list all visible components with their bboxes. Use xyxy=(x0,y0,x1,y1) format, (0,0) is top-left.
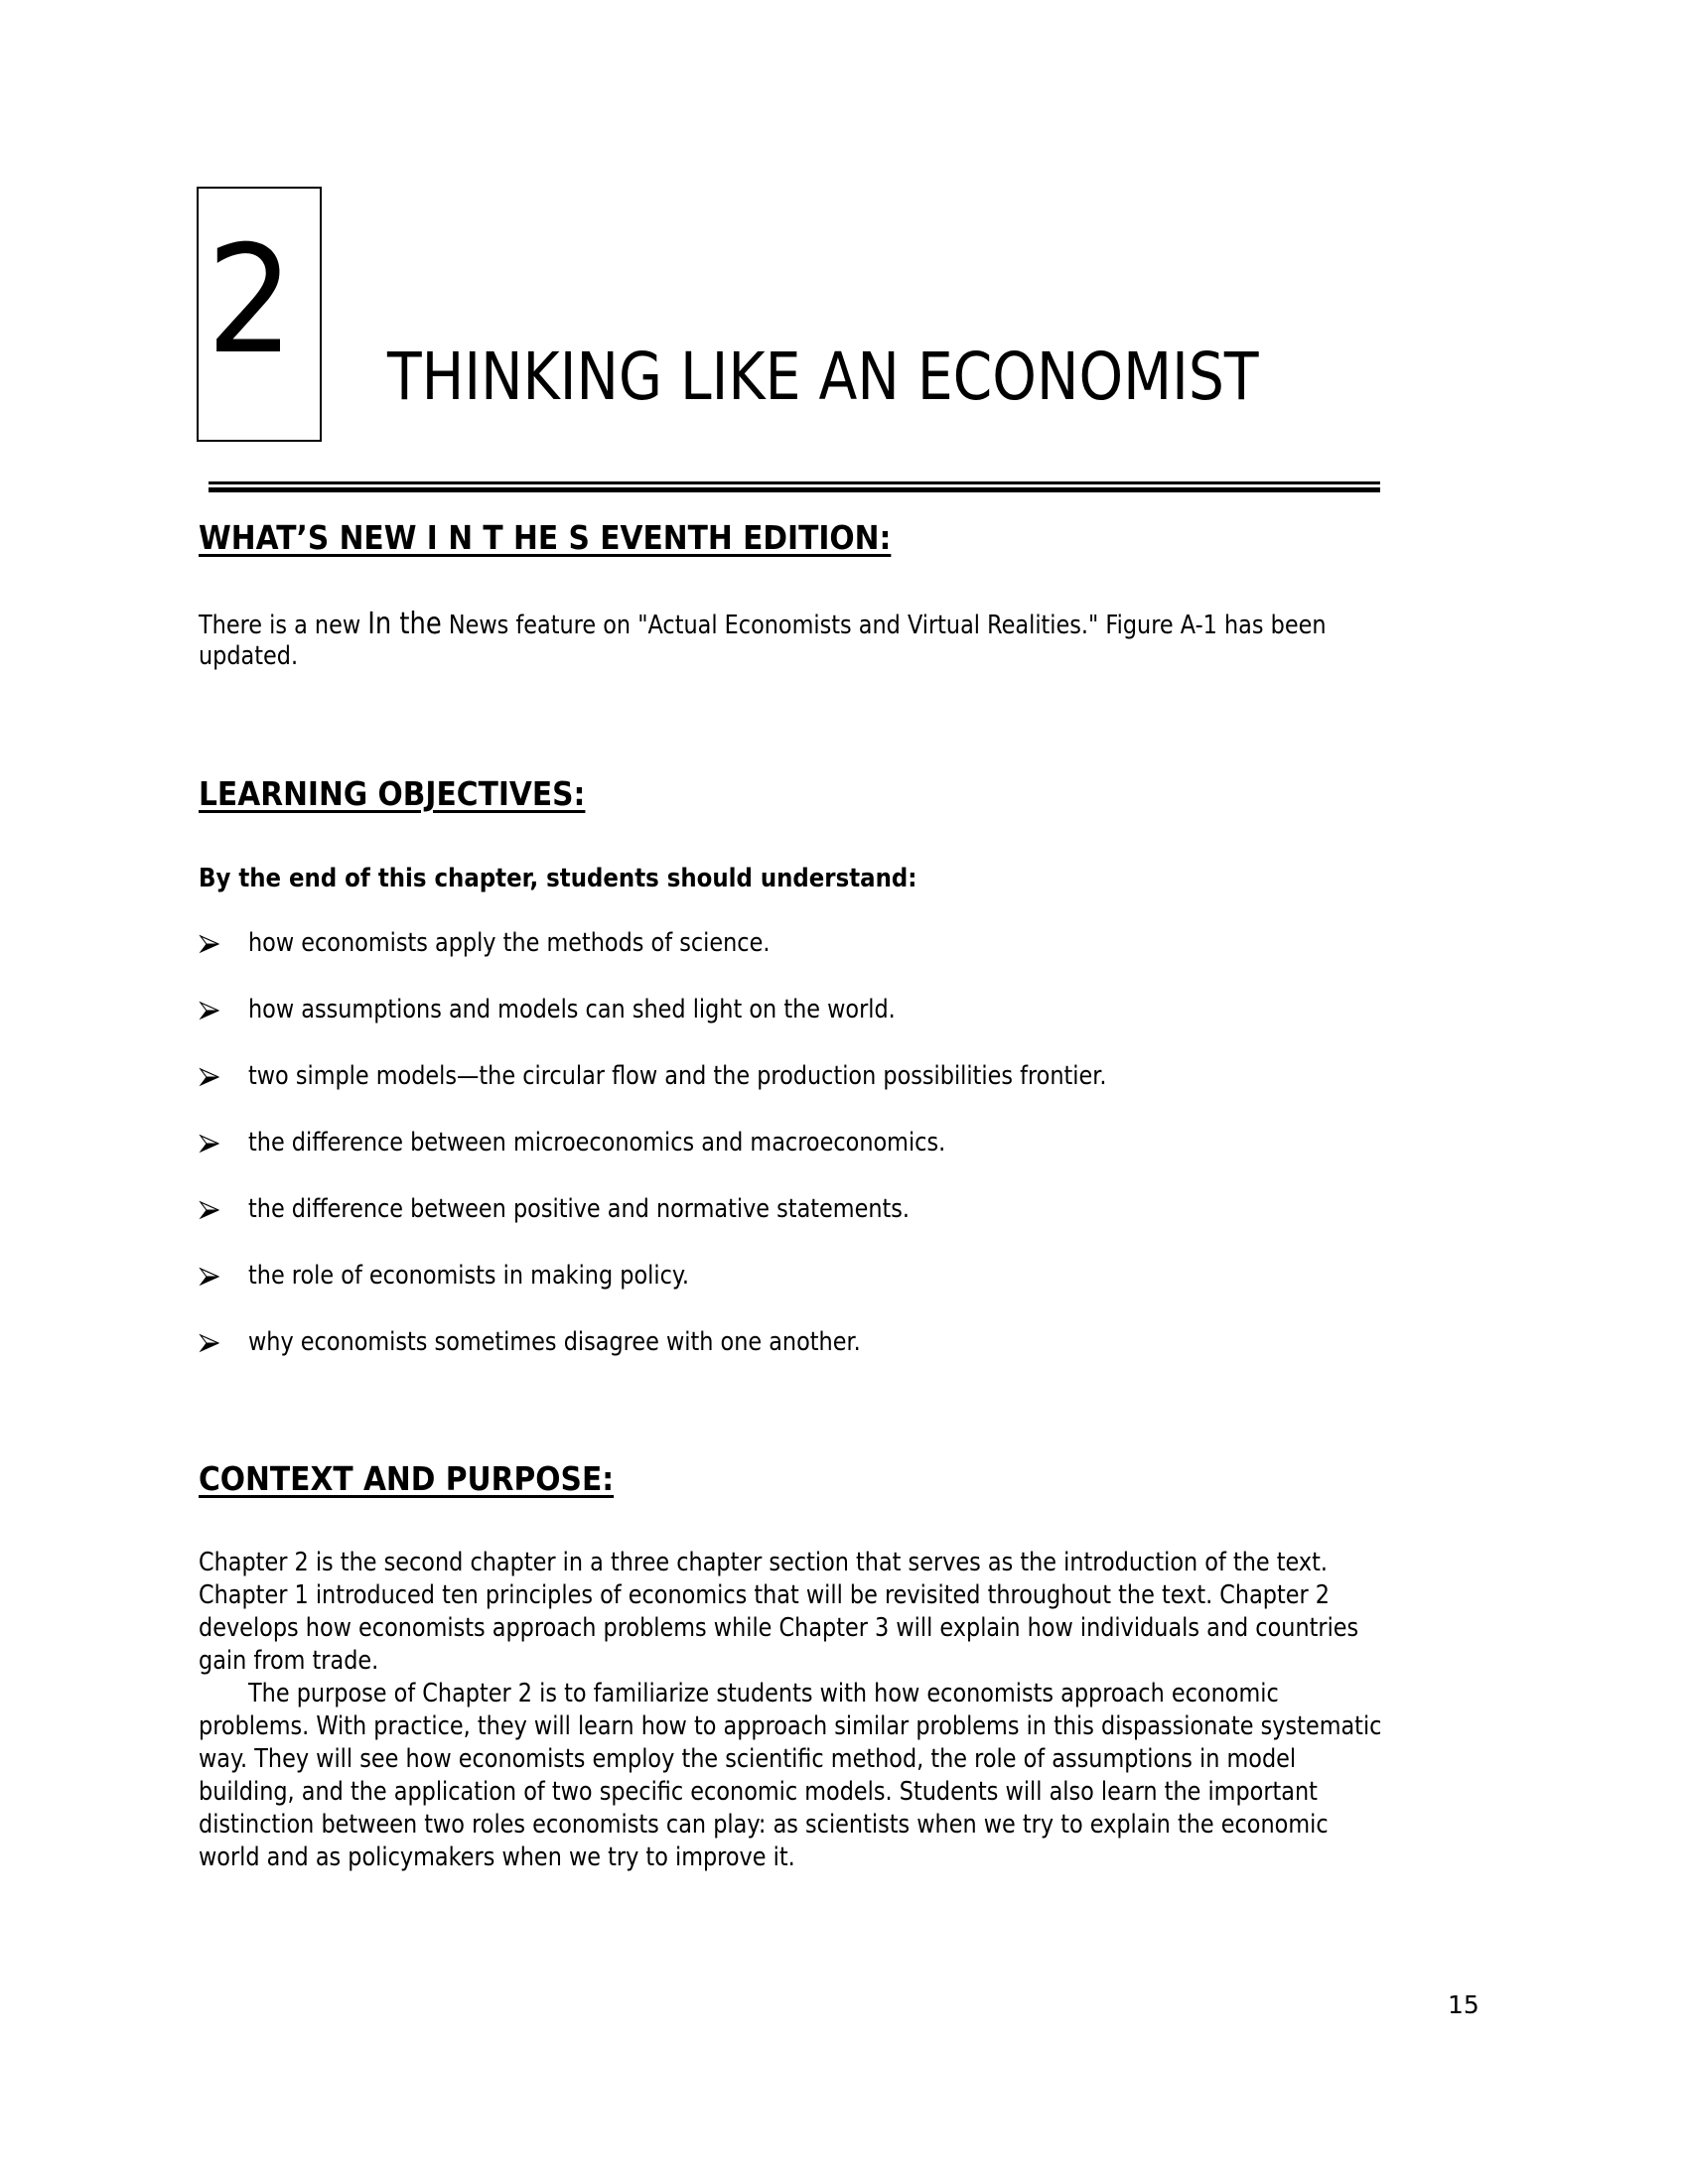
chapter-title: THINKING LIKE AN ECONOMIST xyxy=(387,339,1259,415)
list-item: how economists apply the methods of science. xyxy=(248,928,771,958)
arrowhead-bullet-icon xyxy=(199,933,220,955)
chapter-number: 2 xyxy=(207,214,294,387)
page-number: 15 xyxy=(1448,1990,1479,2019)
whats-new-text-a: There is a new xyxy=(199,611,368,640)
whats-new-paragraph-line1 xyxy=(199,608,1327,642)
list-item: two simple models—the circular flow and the production possibilities frontier. xyxy=(248,1061,1107,1091)
arrowhead-bullet-icon xyxy=(199,1266,220,1288)
whats-new-heading: WHAT’S NEW I N T HE S EVENTH EDITION: xyxy=(199,518,892,557)
paragraph-line: problems. With practice, they will learn how to approach similar problems in this dispassionate systematic xyxy=(199,1711,1382,1741)
paragraph-line: gain from trade. xyxy=(199,1646,379,1676)
title-divider-top xyxy=(209,481,1380,484)
paragraph-line: develops how economists approach problems while Chapter 3 will explain how individuals and countries xyxy=(199,1613,1359,1643)
paragraph-line: building, and the application of two specific economic models. Students will also learn the important xyxy=(199,1777,1318,1807)
arrowhead-bullet-icon xyxy=(199,1000,220,1022)
arrowhead-bullet-icon xyxy=(199,1066,220,1088)
arrowhead-bullet-icon xyxy=(199,1133,220,1155)
list-item: why economists sometimes disagree with one another. xyxy=(248,1327,861,1357)
in-the-news-label: In the xyxy=(367,607,442,641)
paragraph-line: world and as policymakers when we try to improve it. xyxy=(199,1843,795,1872)
whats-new-paragraph-line2: updated. xyxy=(199,641,299,671)
paragraph-line: Chapter 2 is the second chapter in a three chapter section that serves as the introduction of the text. xyxy=(199,1548,1328,1577)
list-item: the role of economists in making policy. xyxy=(248,1261,690,1291)
chapter-number-box xyxy=(197,187,322,442)
paragraph-line: Chapter 1 introduced ten principles of economics that will be revisited throughout the text. Chapter 2 xyxy=(199,1580,1331,1610)
paragraph-line: distinction between two roles economists can play: as scientists when we try to explain the economic xyxy=(199,1810,1329,1840)
whats-new-text-b: News feature on "Actual Economists and Virtual Realities." Figure A-1 has been xyxy=(441,611,1327,640)
list-item: the difference between microeconomics and macroeconomics. xyxy=(248,1128,946,1158)
arrowhead-bullet-icon xyxy=(199,1332,220,1354)
title-divider-bottom xyxy=(209,487,1380,492)
learning-objectives-intro: By the end of this chapter, students should understand: xyxy=(199,864,917,893)
paragraph-line: way. They will see how economists employ the scientific method, the role of assumptions in model xyxy=(199,1744,1297,1774)
learning-objectives-heading: LEARNING OBJECTIVES: xyxy=(199,774,586,813)
context-purpose-heading: CONTEXT AND PURPOSE: xyxy=(199,1459,615,1498)
arrowhead-bullet-icon xyxy=(199,1199,220,1221)
list-item: the difference between positive and normative statements. xyxy=(248,1194,911,1224)
list-item: how assumptions and models can shed light on the world. xyxy=(248,995,896,1024)
paragraph-line-indented: The purpose of Chapter 2 is to familiarize students with how economists approach economic xyxy=(248,1679,1279,1708)
